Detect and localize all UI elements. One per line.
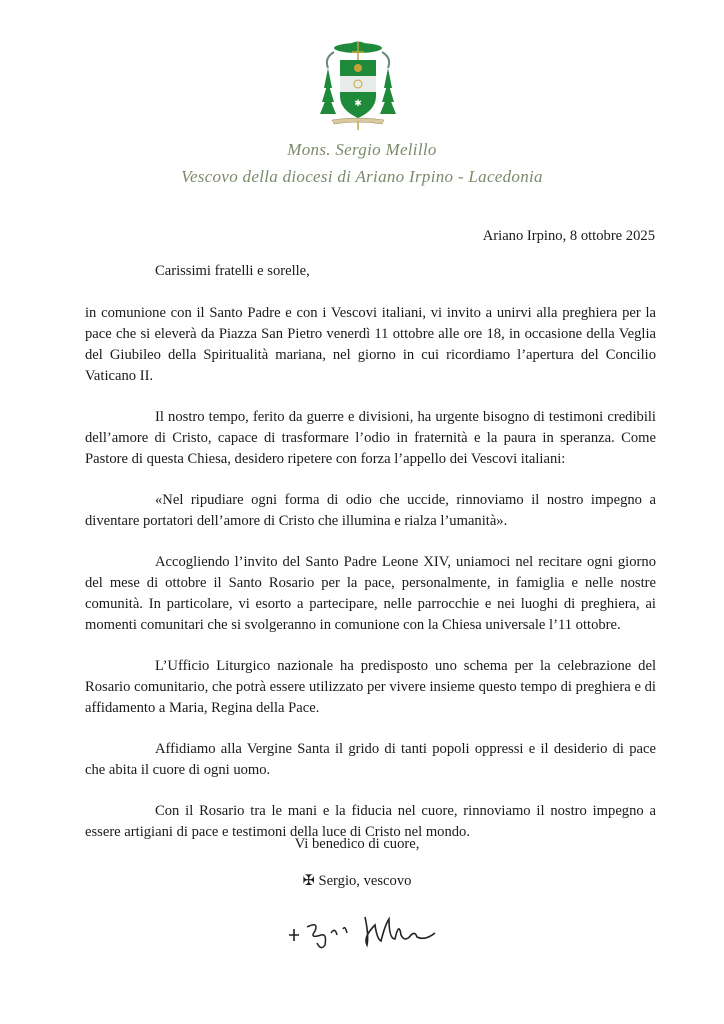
handwritten-signature <box>285 905 445 955</box>
paragraph: L’Ufficio Liturgico nazionale ha predisposto uno schema per la celebrazione del Rosario comunitario, che potrà essere utilizzato per vivere insieme questo tempo di preghiera e di affidamento a Maria, Regina della Pace. <box>85 658 656 716</box>
salutation: Carissimi fratelli e sorelle, <box>155 263 310 279</box>
letter-date: Ariano Irpino, 8 ottobre 2025 <box>482 228 655 244</box>
bishop-name: Mons. Sergio Melillo <box>287 140 437 159</box>
quote-paragraph: «Nel ripudiare ogni forma di odio che uccide, rinnoviamo il nostro impegno a diventare portatori dell’amore di Cristo che illumina e rialza l’umanità». <box>85 492 656 529</box>
svg-text:✱: ✱ <box>354 98 362 108</box>
signoff: ✠ Sergio, vescovo <box>302 873 412 889</box>
paragraph: Accogliendo l’invito del Santo Padre Leone XIV, uniamoci nel recitare ogni giorno del mese di ottobre il Santo Rosario per la pace, personalmente, in famiglia e nelle nostre comunità. In particolare, vi esorto a partecipare, nelle parrocchie e nei luoghi di preghiera, ai momenti comunitari che si svolgeranno in comunione con la Chiesa universale l’11 ottobre. <box>85 554 656 633</box>
paragraph: in comunione con il Santo Padre e con i Vescovi italiani, vi invito a unirvi alla preghiera per la pace che si eleverà da Piazza San Pietro venerdì 11 ottobre alle ore 18, in occasione della Veglia del Giubileo della Spiritualità mariana, nel giorno in cui ricordiamo l’apertura del Concilio Vaticano II. <box>85 305 656 384</box>
episcopal-coat-of-arms <box>318 38 398 134</box>
closing: Vi benedico di cuore, <box>294 836 420 852</box>
letter-body <box>85 303 656 863</box>
paragraph: Il nostro tempo, ferito da guerre e divisioni, ha urgente bisogno di testimoni credibili dell’amore di Cristo, capace di trasformare l’odio in fraternità e la paura in speranza. Come Pastore di questa Chiesa, desidero ripetere con forza l’appello dei Vescovi italiani: <box>85 409 656 467</box>
paragraph: Affidiamo alla Vergine Santa il grido di tanti popoli oppressi e il desiderio di pace che abita il cuore di ogni uomo. <box>85 741 656 778</box>
bishop-title: Vescovo della diocesi di Ariano Irpino - Lacedonia <box>181 167 543 186</box>
paragraph: Con il Rosario tra le mani e la fiducia nel cuore, rinnoviamo il nostro impegno a essere artigiani di pace e testimoni della luce di Cristo nel mondo. <box>85 803 656 840</box>
